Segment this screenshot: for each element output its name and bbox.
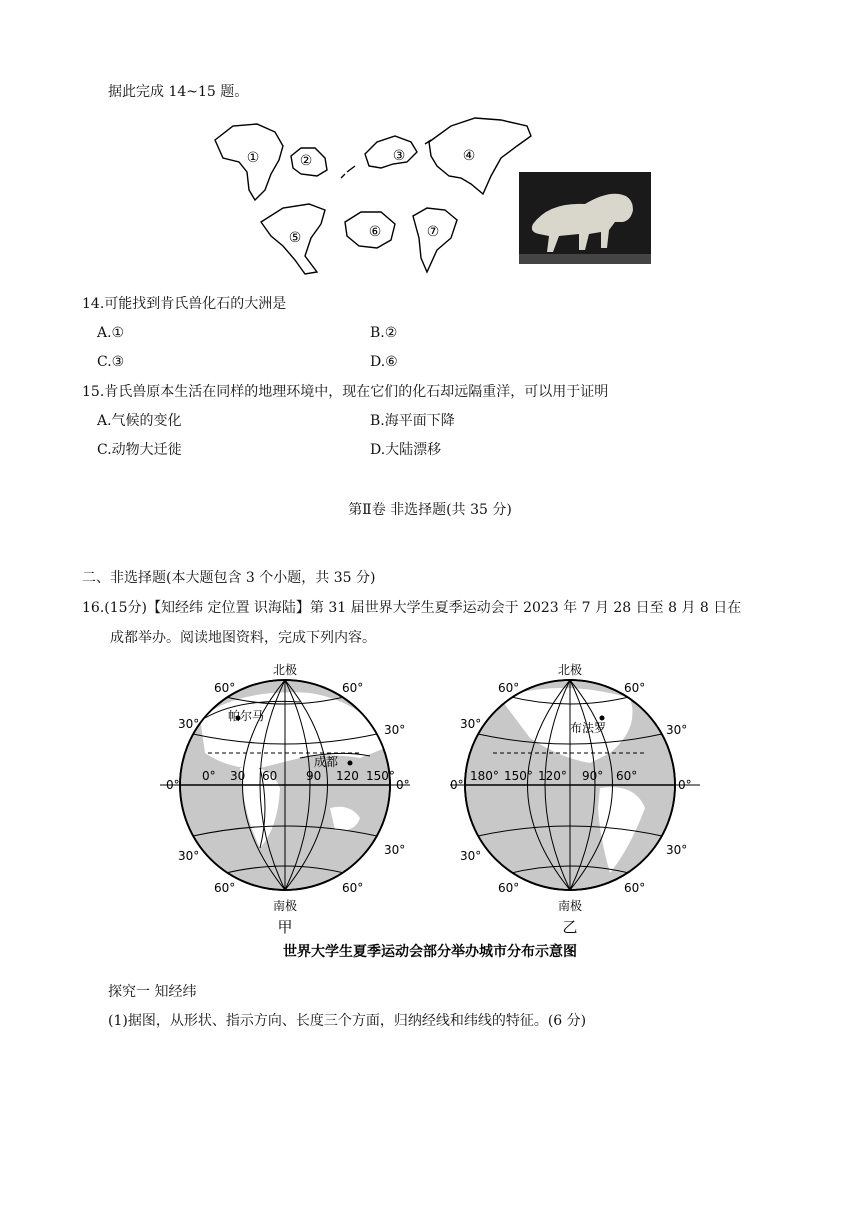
q16-line2: 成都举办。阅读地图资料，完成下列内容。	[110, 630, 376, 646]
globe-right	[450, 680, 700, 890]
left-lat-30n-l: 30°	[178, 717, 200, 731]
continent-label-6: ⑥	[368, 224, 382, 240]
continent-label-7: ⑦	[426, 224, 440, 240]
left-lat-60n-r: 60°	[342, 681, 364, 695]
continent-label-1: ①	[246, 150, 260, 166]
left-lat-30s-r: 30°	[384, 843, 406, 857]
q16-line1: 16.(15分)【知经纬 定位置 识海陆】第 31 届世界大学生夏季运动会于 2023 年 7 月 28 日至 8 月 8 日在	[82, 600, 742, 616]
q15-option-d: D.大陆漂移	[370, 442, 442, 458]
left-lon-30: 30	[230, 769, 246, 783]
left-north-pole-label: 北极	[272, 663, 298, 677]
intro-text: 据此完成 14~15 题。	[108, 84, 249, 100]
right-lat-0-l: 0°	[450, 778, 464, 792]
q15-option-b: B.海平面下降	[370, 413, 455, 429]
q14-option-a: A.①	[97, 325, 125, 341]
continent-label-2: ②	[299, 153, 313, 169]
right-lat-30s-r: 30°	[666, 843, 688, 857]
city-chengdu: 成都	[314, 755, 339, 769]
fossil-photo	[519, 172, 651, 264]
asia-outline	[429, 118, 531, 194]
right-lat-0-r: 0°	[678, 778, 692, 792]
left-lon-120: 120	[336, 769, 359, 783]
left-lon-90: 90	[306, 769, 322, 783]
left-lat-60n-l: 60°	[214, 681, 236, 695]
right-lon-180: 180°	[470, 769, 499, 783]
left-lat-60s-r: 60°	[342, 881, 364, 895]
right-lat-60n-l: 60°	[498, 681, 520, 695]
left-lat-0-l: 0°	[166, 778, 180, 792]
left-lon-150: 150°	[366, 769, 395, 783]
right-north-pole-label: 北极	[557, 663, 583, 677]
globes-caption: 世界大学生夏季运动会部分举办城市分布示意图	[283, 944, 577, 958]
left-lon-60: 60	[262, 769, 278, 783]
part2-title: 第Ⅱ卷 非选择题(共 35 分)	[348, 502, 512, 518]
right-globe-name: 乙	[562, 918, 578, 936]
left-lat-30n-r: 30°	[384, 723, 406, 737]
q14-option-c: C.③	[97, 354, 125, 370]
q15-stem: 15.肯氏兽原本生活在同样的地理环境中，现在它们的化石却远隔重洋，可以用于证明	[82, 384, 609, 400]
right-lat-60s-l: 60°	[498, 881, 520, 895]
right-south-pole-label: 南极	[557, 899, 583, 913]
q14-option-b: B.②	[370, 325, 398, 341]
right-lon-120: 120°	[538, 769, 567, 783]
city-parma: 帕尔马	[228, 709, 265, 723]
q14-stem: 14.可能找到肯氏兽化石的大洲是	[82, 296, 287, 312]
europe-outline	[365, 136, 417, 168]
section2-heading: 二、非选择题(本大题包含 3 个小题，共 35 分)	[82, 570, 376, 586]
continent-label-3: ③	[392, 148, 406, 164]
left-lat-0-r: 0°	[396, 778, 410, 792]
city-buffalo: 布法罗	[570, 721, 607, 735]
left-south-pole-label: 南极	[272, 899, 298, 913]
left-lat-60s-l: 60°	[214, 881, 236, 895]
q15-option-a: A.气候的变化	[97, 413, 182, 429]
continent-label-4: ④	[462, 148, 476, 164]
explore1-title: 探究一 知经纬	[108, 984, 197, 1000]
globes-figure	[160, 658, 700, 958]
left-lat-30s-l: 30°	[178, 849, 200, 863]
right-lat-60n-r: 60°	[624, 681, 646, 695]
right-lon-60: 60°	[616, 769, 638, 783]
q14-option-d: D.⑥	[370, 354, 398, 370]
right-lon-150: 150°	[504, 769, 533, 783]
right-lat-30n-r: 30°	[666, 723, 688, 737]
right-lon-90: 90°	[582, 769, 604, 783]
continents-map	[205, 112, 535, 277]
continent-label-5: ⑤	[288, 230, 302, 246]
left-globe-name: 甲	[277, 918, 293, 936]
right-lat-60s-r: 60°	[624, 881, 646, 895]
right-lat-30n-l: 30°	[460, 717, 482, 731]
q15-option-c: C.动物大迁徙	[97, 442, 182, 458]
south-america-outline	[413, 208, 457, 272]
right-lat-30s-l: 30°	[460, 849, 482, 863]
sub-question-1: (1)据图，从形状、指示方向、长度三个方面，归纳经线和纬线的特征。(6 分)	[108, 1013, 587, 1029]
left-lon-0: 0°	[202, 769, 216, 783]
